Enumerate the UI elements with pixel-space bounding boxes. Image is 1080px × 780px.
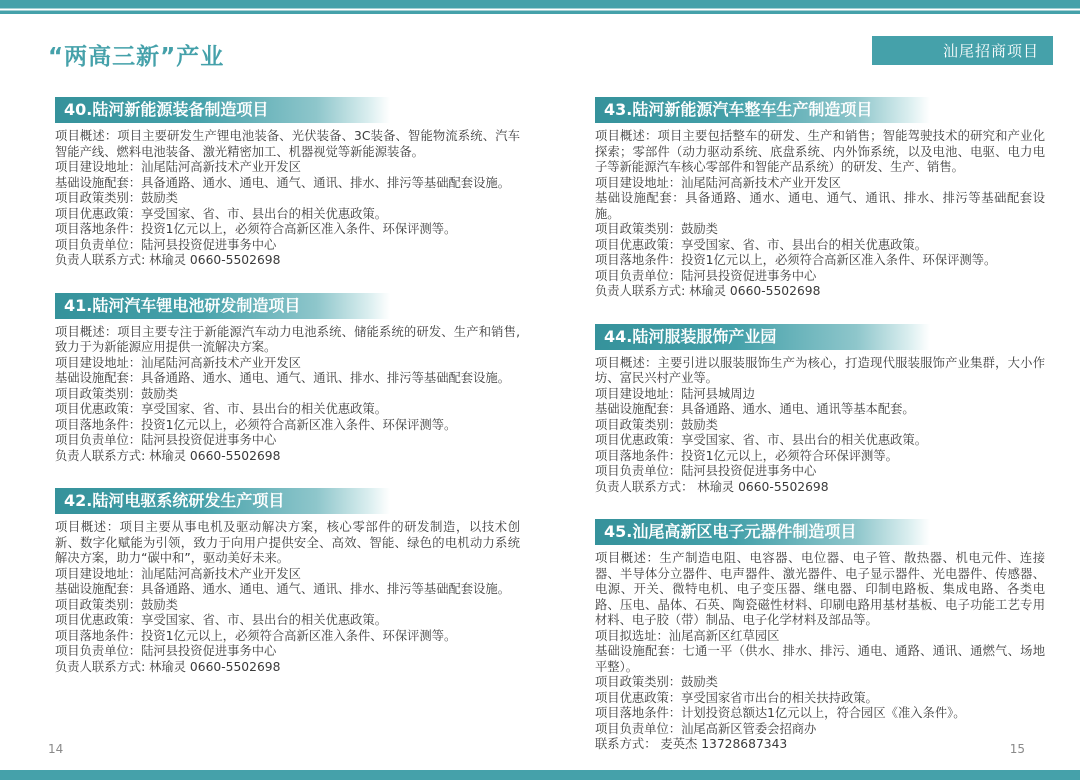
project-field: 项目政策类别：鼓励类: [595, 675, 718, 689]
project-field: 项目负责单位：陆河县投资促进事务中心: [55, 433, 277, 447]
project-title-bar: 40.陆河新能源装备制造项目: [55, 97, 390, 123]
top-border-band: [0, 0, 1080, 14]
project-field: 项目优惠政策：享受国家省市出台的相关扶持政策。: [595, 690, 878, 705]
project-field: 负责人联系方式： 林瑜灵 0660-5502698: [595, 479, 829, 494]
content-columns: [55, 97, 1045, 777]
project-field: 项目概述：项目主要从事电机及驱动解决方案，核心零部件的研发制造，以技术创新、数字化赋能为引领，致力于向用户提供安全、高效、智能、绿色的电机动力系统解决方案，助力“碳中和”，驱动美好未来。: [55, 520, 520, 565]
project-field: 联系方式： 麦英杰 13728687343: [595, 737, 788, 751]
project-field: 项目落地条件：投资1亿元以上，必须符合高新区准入条件、环保评测等。: [55, 222, 457, 236]
project-field: 项目负责单位：陆河县投资促进事务中心: [55, 237, 277, 252]
project-section: [595, 97, 1045, 300]
project-field: 项目落地条件：计划投资总额达1亿元以上，符合园区《准入条件》。: [595, 706, 966, 720]
project-field: 项目落地条件：投资1亿元以上，必须符合环保评测等。: [595, 448, 898, 463]
project-field: 基础设施配套：具备通路、通水、通电、通讯等基本配套。: [595, 402, 915, 416]
project-field: 项目落地条件：投资1亿元以上，必须符合高新区准入条件、环保评测等。: [55, 628, 457, 643]
project-field: 项目政策类别：鼓励类: [595, 417, 718, 432]
project-field: 项目概述：主要引进以服装服饰生产为核心，打造现代服装服饰产业集群，大小作坊、富民兴村产业等。: [595, 355, 1045, 385]
project-body: [55, 325, 520, 465]
project-body: [55, 129, 520, 269]
corner-badge: 汕尾招商项目: [872, 36, 1053, 65]
project-field: 项目建设地址：汕尾陆河高新技术产业开发区: [55, 355, 301, 370]
project-field: 项目政策类别：鼓励类: [55, 597, 178, 612]
page-number-right: 15: [1009, 742, 1025, 756]
project-field: 项目建设地址：汕尾陆河高新技术产业开发区: [55, 160, 301, 174]
project-field: 基础设施配套：七通一平（供水、排水、排污、通电、通路、通讯、通燃气、场地平整）。: [595, 644, 1045, 674]
project-field: 项目建设地址：汕尾陆河高新技术产业开发区: [595, 175, 841, 190]
project-field: 基础设施配套：具备通路、通水、通电、通气、通讯、排水、排污等基础配套设施。: [55, 371, 510, 385]
project-section: [55, 293, 520, 465]
project-field: 负责人联系方式: 林瑜灵 0660-5502698: [55, 253, 281, 267]
project-field: 项目优惠政策：享受国家、省、市、县出台的相关优惠政策。: [55, 402, 388, 416]
project-title-bar: 41.陆河汽车锂电池研发制造项目: [55, 293, 390, 319]
project-title-bar: 43.陆河新能源汽车整车生产制造项目: [595, 97, 930, 123]
project-field: 项目负责单位：陆河县投资促进事务中心: [595, 268, 817, 283]
project-field: 负责人联系方式: 林瑜灵 0660-5502698: [595, 284, 821, 298]
project-field: 项目概述：生产制造电阻、电容器、电位器、电子管、散热器、机电元件、连接器、半导体分立器件、电声器件、激光器件、电子显示器件、光电器件、传感器、电源、开关、微特电机、电子变压器、继电器、印制电路板、集成电路、各类电路、压电、晶体、石英、陶瓷磁性材料、印刷电路用基材基板、电子功能工艺专用材料、电子胶（带）制品、电子化学材料及部品等。: [595, 551, 1045, 627]
project-field: 基础设施配套：具备通路、通水、通电、通气、通讯、排水、排污等基础配套设施。: [55, 175, 510, 190]
project-title-bar: 44.陆河服装服饰产业园: [595, 324, 930, 350]
project-field: 项目负责单位：陆河县投资促进事务中心: [595, 464, 817, 478]
left-column: [55, 97, 520, 777]
bottom-border-band: [0, 770, 1080, 780]
project-field: 项目落地条件：投资1亿元以上，必须符合高新区准入条件、环保评测等。: [595, 253, 997, 267]
project-field: 项目落地条件：投资1亿元以上，必须符合高新区准入条件、环保评测等。: [55, 417, 457, 432]
project-field: 项目政策类别：鼓励类: [595, 222, 718, 236]
project-field: 项目概述：项目主要专注于新能源汽车动力电池系统、储能系统的研发、生产和销售,致力于为新能源应用提供一流解决方案。: [55, 324, 520, 354]
project-field: 项目概述：项目主要研发生产锂电池装备、光伏装备、3C装备、智能物流系统、汽车智能产线、燃料电池装备、激光精密加工、机器视觉等新能源装备。: [55, 129, 520, 159]
page-number-left: 14: [48, 742, 64, 756]
project-field: 项目政策类别：鼓励类: [55, 386, 178, 401]
project-body: [55, 520, 520, 675]
project-field: 项目优惠政策：享受国家、省、市、县出台的相关优惠政策。: [595, 433, 928, 447]
project-field: 项目政策类别：鼓励类: [55, 191, 178, 205]
project-body: [595, 551, 1045, 753]
project-field: 项目负责单位：汕尾高新区管委会招商办: [595, 721, 817, 736]
project-field: 项目优惠政策：享受国家、省、市、县出台的相关优惠政策。: [55, 613, 388, 627]
project-field: 负责人联系方式: 林瑜灵 0660-5502698: [55, 448, 281, 463]
project-section: [55, 97, 520, 269]
right-column: [595, 97, 1045, 777]
project-field: 负责人联系方式: 林瑜灵 0660-5502698: [55, 659, 281, 674]
project-body: [595, 356, 1045, 496]
project-field: 基础设施配套：具备通路、通水、通电、通气、通讯、排水、排污等基础配套设施。: [595, 191, 1045, 221]
project-field: 基础设施配套：具备通路、通水、通电、通气、通讯、排水、排污等基础配套设施。: [55, 582, 510, 596]
project-field: 项目拟选址：汕尾高新区红草园区: [595, 628, 780, 643]
project-field: 项目负责单位：陆河县投资促进事务中心: [55, 644, 277, 658]
project-section: [595, 519, 1045, 753]
project-section: [55, 488, 520, 675]
project-section: [595, 324, 1045, 496]
project-field: 项目概述：项目主要包括整车的研发、生产和销售；智能驾驶技术的研究和产业化探索；零部件（动力驱动系统、底盘系统、内外饰系统，以及电池、电驱、电力电子等新能源汽车核心零部件和智能产品系统）的研发、生产、销售。: [595, 129, 1045, 174]
project-title-bar: 42.陆河电驱系统研发生产项目: [55, 488, 390, 514]
project-field: 项目优惠政策：享受国家、省、市、县出台的相关优惠政策。: [55, 206, 388, 221]
project-title-bar: 45.汕尾高新区电子元器件制造项目: [595, 519, 930, 545]
project-field: 项目建设地址：陆河县城周边: [595, 386, 755, 401]
project-field: 项目建设地址：汕尾陆河高新技术产业开发区: [55, 566, 301, 581]
project-body: [595, 129, 1045, 300]
section-title: “两高三新”产业: [48, 44, 225, 70]
project-field: 项目优惠政策：享受国家、省、市、县出台的相关优惠政策。: [595, 237, 928, 252]
